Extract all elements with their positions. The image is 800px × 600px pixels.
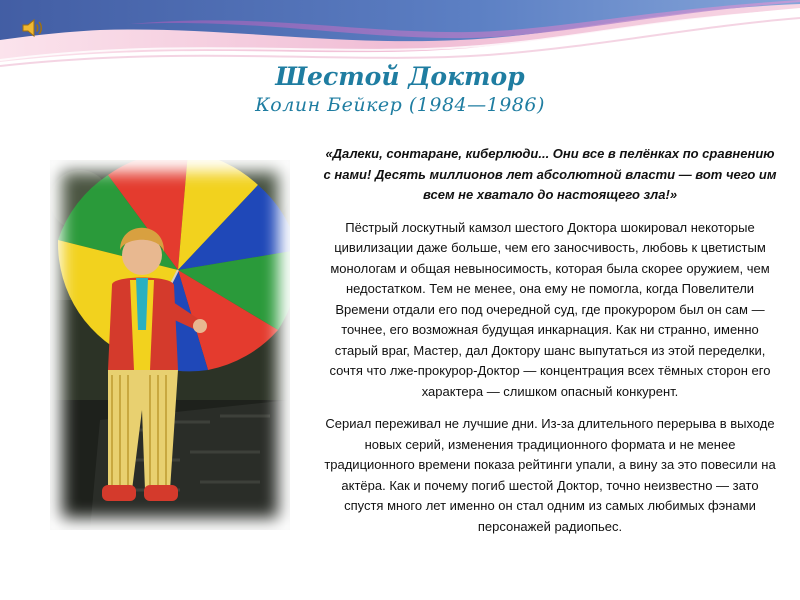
- paragraph-2: Сериал переживал не лучшие дни. Из-за длительного перерыва в выходе новых серий, изменения традиционного формата и не менее традиционного времени показа рейтинги упали, а вину за это повесили на актёра. Как и почему погиб шестой Доктор, точно неизвестно — зато спустя много лет именно он стал одним из самых любимых фэнами персонажей радиопьес.: [324, 416, 776, 534]
- page-title: Шестой Доктор: [275, 62, 525, 91]
- paragraph-1: Пёстрый лоскутный камзол шестого Доктора шокировал некоторые цивилизации даже больше, чем его заносчивость, любовь к цветистым монологам и общая невыносимость, которая была скорее оружием, чем недостатком. Тем не менее, она ему не помогла, когда Повелители Времени отдали его под очередной суд, где прокурором был он сам — точнее, его возможная будущая инкарнация. Как ни странно, именно старый враг, Мастер, дал Доктору шанс выпутаться из этой переделки, сочтя что лже-прокурор-Доктор — концентрация всех тёмных сторон его характера — слишком опасный конкурент.: [329, 219, 771, 399]
- speaker-icon[interactable]: [20, 16, 44, 40]
- title-block: [0, 62, 800, 118]
- doctor-photo: [50, 160, 290, 530]
- doctor-quote: «Далеки, сонтаране, киберлюди... Они все в пелёнках по сравнению с нами! Десять миллионов лет абсолютной власти — вот чего им всем не хватало до настоящего зла!»: [323, 146, 777, 202]
- description-text: [322, 144, 778, 549]
- page-subtitle: Колин Бейкер (1984—1986): [255, 94, 545, 116]
